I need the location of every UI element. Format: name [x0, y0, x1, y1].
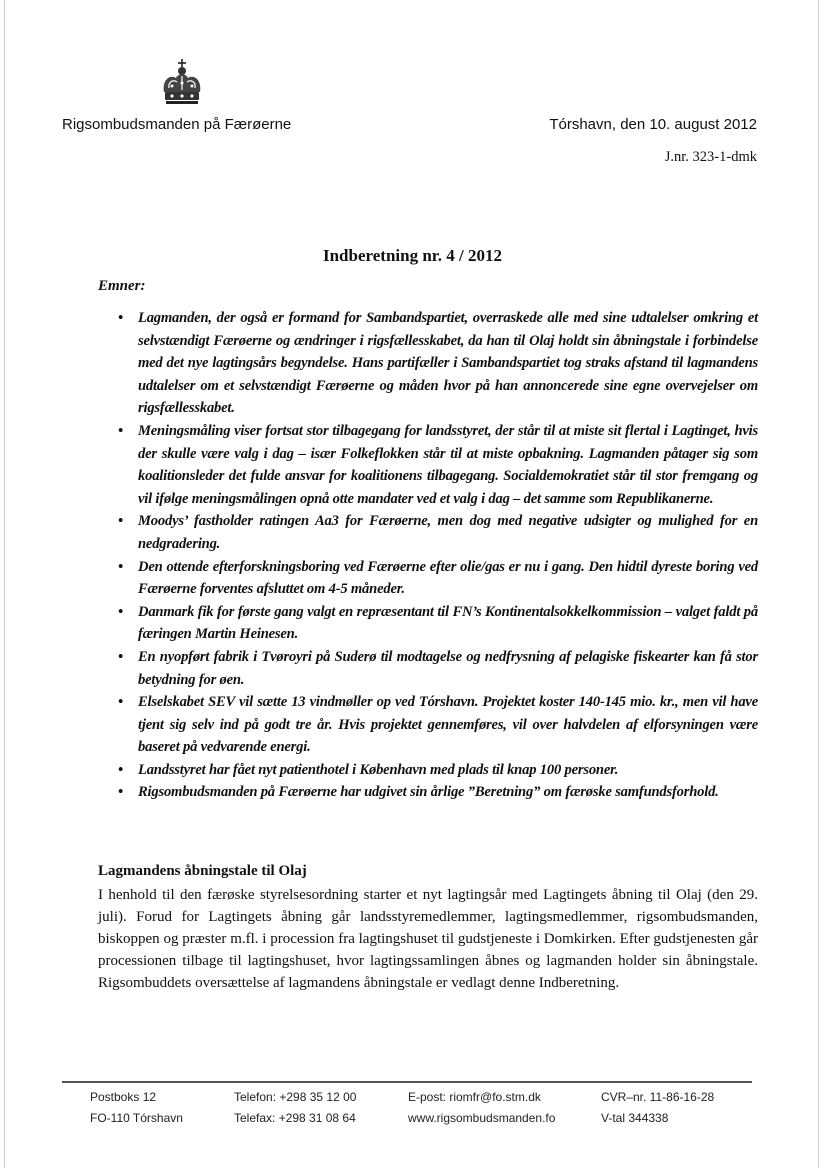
- topic-item: [118, 691, 758, 759]
- footer-fax: Telefax: +298 31 08 64: [234, 1111, 356, 1125]
- footer-phone: Telefon: +298 35 12 00: [234, 1090, 357, 1104]
- topic-item: [118, 601, 758, 646]
- topic-text: Lagmanden, der også er formand for Sambandspartiet, overraskede alle med sine udtalelser omkring et selvstændigt Færøerne og ændringer i rigsfællesskabet, da han til Olaj holdt sin åbningstale i forbindelse med det nye lagtingsårs begyndelse. Hans partifæller i Sambandspartiet tog straks afstand til lagmandens udtalelser om et selvstændigt Færøerne og måden hvor på han annoncerede sine egne overvejelser om rigsfællesskabet.: [138, 310, 758, 417]
- topic-text: Moodys’ fastholder ratingen Aa3 for Færøerne, men dog med negative udsigter og mulighed for en nedgradering.: [138, 513, 758, 552]
- topic-item: [118, 556, 758, 601]
- footer-vtal: V-tal 344338: [601, 1111, 669, 1125]
- topic-text: Elselskabet SEV vil sætte 13 vindmøller op ved Tórshavn. Projektet koster 140-145 mio. kr., men vil have tjent sig selv ind på godt tre år. Hvis projektet gennemføres, vil over halvdelen af elforsyningen være baseret på vedvarende energi.: [138, 694, 758, 756]
- royal-crown-icon: [160, 58, 204, 106]
- bullet-icon: •: [118, 310, 123, 326]
- section-body: I henhold til den færøske styrelsesordning starter et nyt lagtingsår med Lagtingets åbning til Olaj (den 29. juli). Forud for Lagtingets åbning går landsstyremedlemmer, lagtingsmedlemmer, rigsombudsmanden, biskoppen og præster m.fl. i procession fra lagtingshuset til gudstjeneste i Domkirken. Efter gudstjenesten går processionen tilbage til lagtingshuset, hvor lagtingssamlingen åbnes og lagmanden holder sin åbningstale. Rigsombuddets oversættelse af lagmandens åbningstale er vedlagt denne Indberetning.: [98, 887, 758, 991]
- topic-item: [118, 307, 758, 420]
- topic-text: Den ottende efterforskningsboring ved Færøerne efter olie/gas er nu i gang. Den hidtil dyreste boring ved Færøerne forventes afsluttet om 4-5 måneder.: [138, 558, 758, 598]
- topic-item: [118, 781, 758, 804]
- topic-text: Meningsmåling viser fortsat stor tilbagegang for landsstyret, der står til at miste sit flertal i Lagtinget, hvis der skulle være valg i dag – især Folkeflokken står til at miste opbakning. Lagmanden påtager sig som koalitionsleder det fulde ansvar for koalitionens tilbagegang. Socialdemokratiet står til stor fremgang og vil ifølge meningsmålingen opnå otte mandater ved et valg i dag – det samme som Republikanerne.: [138, 422, 758, 507]
- bullet-icon: •: [118, 784, 123, 801]
- footer-email: E-post: riomfr@fo.stm.dk: [408, 1090, 541, 1104]
- bullet-icon: •: [118, 558, 123, 575]
- footer-address-line2: FO-110 Tórshavn: [90, 1111, 183, 1125]
- topic-item: [118, 510, 758, 555]
- scan-edge-right: [818, 0, 819, 1168]
- bullet-icon: •: [118, 513, 123, 530]
- bullet-icon: •: [118, 648, 123, 665]
- topic-text: Rigsombudsmanden på Færøerne har udgivet sin årlige ”Beretning” om færøske samfundsforhold.: [138, 784, 719, 801]
- organization-name: Rigsombudsmanden på Færøerne: [62, 116, 292, 133]
- footer-cvr: CVR–nr. 11-86-16-28: [601, 1090, 715, 1104]
- bullet-icon: •: [118, 694, 123, 711]
- document-title: Indberetning nr. 4 / 2012: [322, 246, 502, 265]
- topic-item: [118, 420, 758, 510]
- footer-website: www.rigsombudsmanden.fo: [408, 1111, 556, 1125]
- section-heading: Lagmandens åbningstale til Olaj: [98, 863, 307, 879]
- topics-list: [118, 307, 758, 804]
- topic-item: [118, 646, 758, 691]
- scan-edge-left: [4, 0, 5, 1168]
- topics-label: Emner:: [98, 278, 146, 294]
- letter-date: Tórshavn, den 10. august 2012: [549, 116, 757, 133]
- topic-text: En nyopført fabrik i Tvøroyri på Suderø til modtagelse og nedfrysning af pelagiske fiskearter kan få stor betydning for øen.: [138, 648, 758, 688]
- bullet-icon: •: [118, 603, 123, 620]
- footer-divider: [62, 1081, 752, 1083]
- bullet-icon: •: [118, 422, 123, 439]
- footer-address-line1: Postboks 12: [90, 1090, 157, 1104]
- topic-text: Landsstyret har fået nyt patienthotel i København med plads til knap 100 personer.: [138, 761, 619, 778]
- topic-text: Danmark fik for første gang valgt en repræsentant til FN’s Kontinentalsokkelkommission – valget faldt på færingen Martin Heinesen.: [138, 603, 758, 643]
- bullet-icon: •: [118, 761, 123, 778]
- topic-item: [118, 759, 758, 782]
- journal-number: J.nr. 323-1-dmk: [664, 149, 757, 165]
